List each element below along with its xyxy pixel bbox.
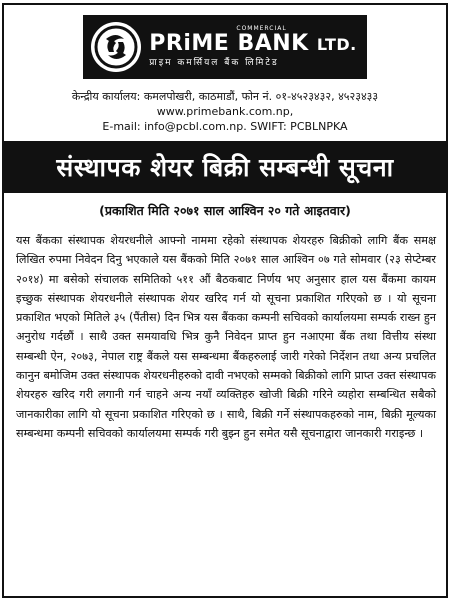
bank-name-suffix: LTD. — [316, 35, 357, 54]
bank-name — [149, 32, 356, 57]
logo-commercial-text: COMMERCIAL — [236, 25, 287, 32]
notice-title-band — [4, 141, 446, 193]
notice-body: यस बैंकका संस्थापक शेयरधनीले आफ्नो नाममा रहेको संस्थापक शेयरहरु बिक्रीको लागि बैंक समक्ष लिखित रुपमा निवेदन दिनु भएकाले यस बैंकको मिति २०७१ साल आश्विन ०७ गते सोमवार (२३ सेप्टेम्बर २०१४) मा बसेको संचालक समितिको ५११ औं बैठकबाट निर्णय भए अनुसार हाल यस बैंकमा कायम इच्छुक संस्थापक शेयरधनीले संस्थापक शेयर खरिद गर्न यो सूचना प्रकाशित गरिएको छ । यो सूचना प्रकाशित भएको मितिले ३५ (पैंतीस) दिन भित्र यस बैंकका कम्पनी सचिवको कार्यालयमा सम्पर्क राख्न हुन अनुरोध गर्दछौं । साथै उक्त समयावधि भित्र कुनै निवेदन प्राप्त हुन नआएमा बैंक तथा वित्तीय संस्था सम्बन्धी ऐन, २०७३, नेपाल राष्ट्र बैंकले यस सम्बन्धमा बैंकहरुलाई जारी गरेको निर्देशन तथा अन्य प्रचलित कानुन बमोजिम उक्त संस्थापक शेयरधनीहरुको दावी नभएको सम्मको बिक्रीको लागि प्राप्त उक्त संस्थापक शेयरहरु खरिद गरी लगानी गर्न चाहने अन्य नयाँ व्यक्तिहरु खोजी बिक्री गरिने व्यहोरा सम्बन्धित सबैको जानकारीका लागि यो सूचना प्रकाशित गरिएको छ । साथै, बिक्री गर्ने संस्थापकहरुको नाम, बिक्री मूल्यका सम्बन्धमा कम्पनी सचिवको कार्यालयमा सम्पर्क गरी बुझ्न हुन समेत यसै सूचनाद्वारा जानकारी गराइन्छ । — [16, 234, 436, 440]
bank-name-main: PRiME BANK — [149, 31, 309, 56]
bank-logo — [83, 15, 366, 79]
bank-name-nepali: प्राइम कमर्सियल बैंक लिमिटेड — [149, 58, 279, 68]
bank-header — [4, 15, 446, 83]
published-date: (प्रकाशित मिति २०७१ साल आश्विन २० गते आइतवार) — [99, 203, 351, 218]
address-line: केन्द्रीय कार्यालय: कमलपोखरी, काठमाडौं, फोन नं. ०१-४५२३४३२, ४५२३४३३ — [71, 90, 379, 103]
notice-frame — [2, 3, 448, 598]
website-line: www.primebank.com.np, — [156, 105, 294, 118]
bank-wordmark — [149, 25, 356, 69]
contact-info — [4, 89, 446, 134]
bank-emblem-icon — [91, 22, 141, 72]
notice-title: संस्थापक शेयर बिक्री सम्बन्धी सूचना — [56, 153, 394, 182]
email-swift-line: E-mail: info@pcbl.com.np. SWIFT: PCBLNPKA — [102, 120, 348, 133]
